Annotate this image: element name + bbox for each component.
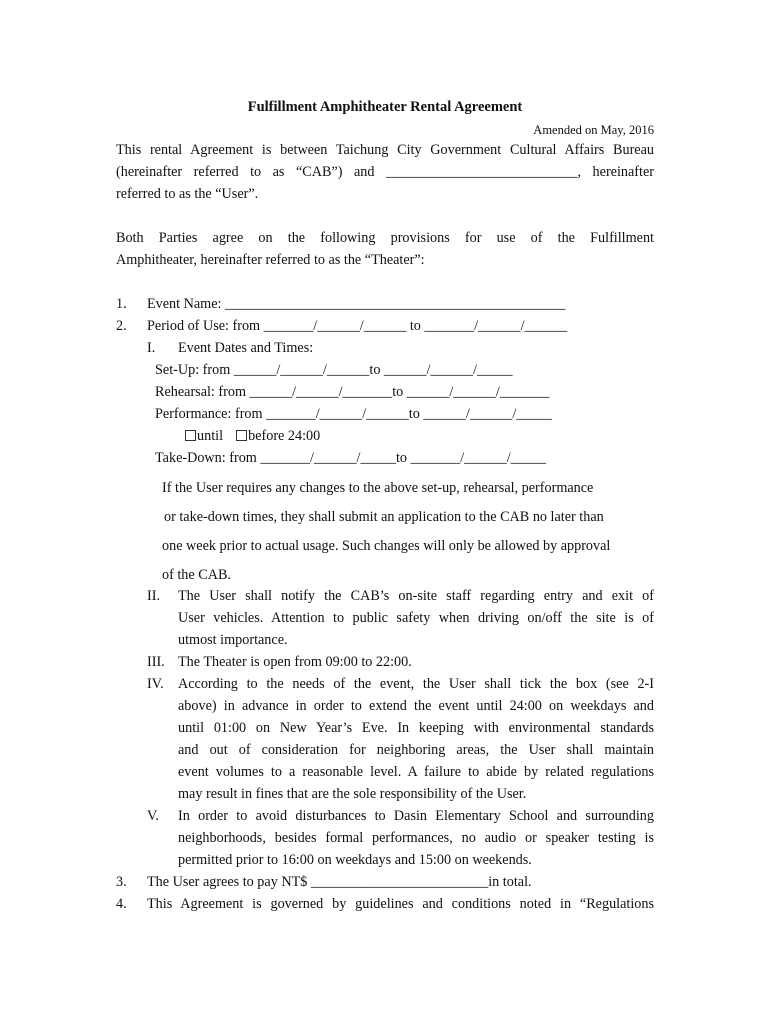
item-number-4: 4. xyxy=(116,896,127,912)
noise-clause-line-3: permitted prior to 16:00 on weekdays and 15:00 on weekends. xyxy=(178,852,532,868)
roman-numeral-2: II. xyxy=(147,588,160,604)
item-number-1: 1. xyxy=(116,296,127,312)
time-option-row xyxy=(185,425,320,447)
event-name-field: Event Name: ________________________________________________ xyxy=(147,296,566,312)
until-checkbox[interactable] xyxy=(185,430,196,441)
performance-field: Performance: from _______/______/______to ______/______/_____ xyxy=(155,406,552,422)
setup-field: Set-Up: from ______/______/______to ______/______/_____ xyxy=(155,362,513,378)
noise-clause-line-2: neighborhoods, besides formal performances, no audio or speaker testing is xyxy=(178,830,654,846)
period-of-use-field: Period of Use: from _______/______/______ to _______/______/______ xyxy=(147,318,568,334)
note-line-1: If the User requires any changes to the above set-up, rehearsal, performance xyxy=(162,480,594,496)
vehicle-clause-line-2: User vehicles. Attention to public safety when driving on/off the site is of xyxy=(178,610,654,626)
parties-line-2: Amphitheater, hereinafter referred to as the “Theater”: xyxy=(116,252,425,268)
item-number-2: 2. xyxy=(116,318,127,334)
extension-clause-line-5: event volumes to a reasonable level. A failure to abide by related regulations xyxy=(178,764,654,780)
item-number-3: 3. xyxy=(116,874,127,890)
event-dates-heading: Event Dates and Times: xyxy=(178,340,314,356)
note-line-3: one week prior to actual usage. Such changes will only be allowed by approval xyxy=(162,538,611,554)
roman-numeral-3: III. xyxy=(147,654,165,670)
extension-clause-line-2: above) in advance in order to extend the event until 24:00 on weekdays and xyxy=(178,698,654,714)
parties-line-1: Both Parties agree on the following provisions for use of the Fulfillment xyxy=(116,230,654,246)
intro-line-3: referred to as the “User”. xyxy=(116,186,259,202)
before-24-checkbox[interactable] xyxy=(236,430,247,441)
until-label: until xyxy=(197,428,224,444)
roman-numeral-5: V. xyxy=(147,808,159,824)
roman-numeral-1: I. xyxy=(147,340,156,356)
document-title: Fulfillment Amphitheater Rental Agreement xyxy=(247,99,523,115)
extension-clause-line-4: and out of consideration for neighboring areas, the User shall maintain xyxy=(178,742,654,758)
amended-date: Amended on May, 2016 xyxy=(533,123,654,137)
opening-hours-clause: The Theater is open from 09:00 to 22:00. xyxy=(178,654,412,670)
note-line-2: or take-down times, they shall submit an application to the CAB no later than xyxy=(164,509,604,525)
vehicle-clause-line-1: The User shall notify the CAB’s on-site staff regarding entry and exit of xyxy=(178,588,654,604)
intro-line-1: This rental Agreement is between Taichung City Government Cultural Affairs Bureau xyxy=(116,142,654,158)
intro-line-2: (hereinafter referred to as “CAB”) and ___________________________, hereinafter xyxy=(116,164,654,180)
governing-clause-line-1: This Agreement is governed by guidelines and conditions noted in “Regulations xyxy=(147,896,654,912)
before-24-label: before 24:00 xyxy=(248,428,321,444)
payment-field: The User agrees to pay NT$ _________________________in total. xyxy=(147,874,532,890)
extension-clause-line-1: According to the needs of the event, the User shall tick the box (see 2-I xyxy=(178,676,654,692)
extension-clause-line-3: until 01:00 on New Year’s Eve. In keeping with environmental standards xyxy=(178,720,654,736)
rehearsal-field: Rehearsal: from ______/______/_______to ______/______/_______ xyxy=(155,384,550,400)
takedown-field: Take-Down: from _______/______/_____to _______/______/_____ xyxy=(155,450,547,466)
extension-clause-line-6: may result in fines that are the sole responsibility of the User. xyxy=(178,786,527,802)
note-line-4: of the CAB. xyxy=(162,567,231,583)
vehicle-clause-line-3: utmost importance. xyxy=(178,632,288,648)
noise-clause-line-1: In order to avoid disturbances to Dasin Elementary School and surrounding xyxy=(178,808,654,824)
roman-numeral-4: IV. xyxy=(147,676,164,692)
